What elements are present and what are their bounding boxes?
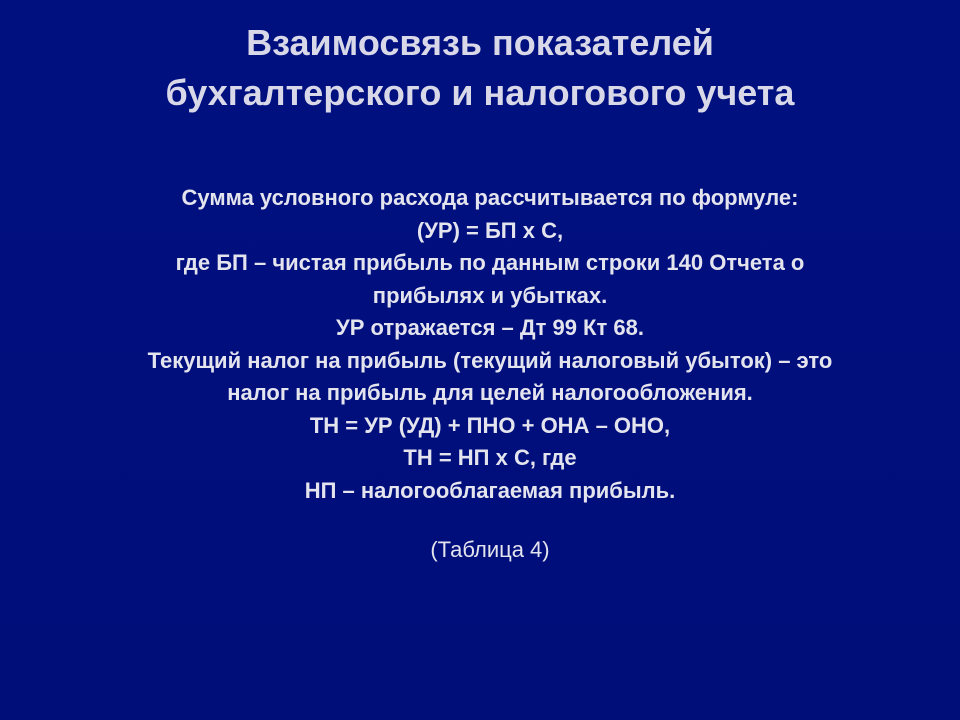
body-line-6: Текущий налог на прибыль (текущий налоговый убыток) – это: [147, 347, 833, 373]
table-reference-note: (Таблица 4): [430, 537, 550, 562]
body-line-9: ТН = НП х С, где: [403, 445, 577, 470]
body-line-2: (УР) = БП х С,: [416, 217, 564, 243]
body-line-4: прибылях и убытках.: [372, 282, 608, 308]
body-line-1: Сумма условного расхода рассчитывается по формуле:: [181, 185, 799, 210]
title-line-2: бухгалтерского и налогового учета: [165, 72, 795, 113]
body-line-5: УР отражается – Дт 99 Кт 68.: [336, 315, 644, 340]
slide-title: [0, 18, 960, 118]
body-line-8: ТН = УР (УД) + ПНО + ОНА – ОНО,: [309, 412, 671, 438]
body-line-7: налог на прибыль для целей налогообложения.: [227, 380, 753, 405]
body-line-3: где БП – чистая прибыль по данным строки 140 Отчета о: [175, 250, 805, 275]
title-line-1: Взаимосвязь показателей: [246, 22, 714, 63]
slide-body: [60, 182, 920, 507]
body-line-10: НП – налогооблагаемая прибыль.: [304, 477, 676, 503]
